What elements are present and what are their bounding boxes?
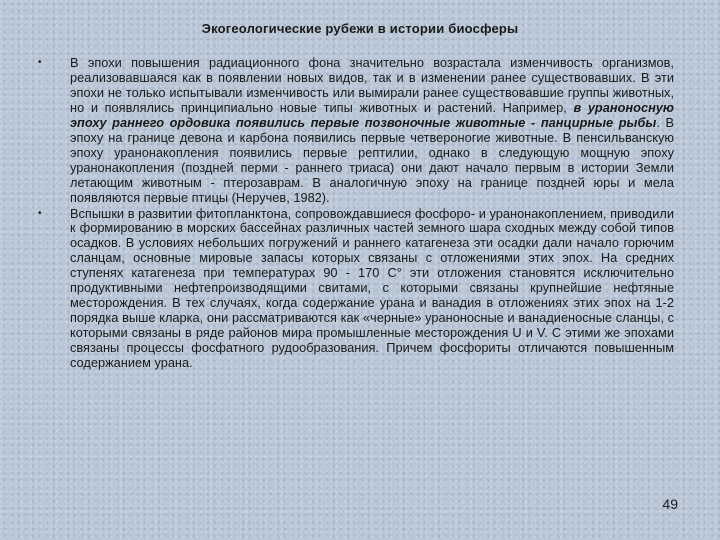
bullet-text: Вспышки в развитии фитопланктона, сопровождавшиеся фосфоро- и уранонакоплением, приводили к формированию в морских бассейнах различных частей земного шара сходных между собой типов осадков. В условиях небольших погружений и раннего катагенеза эти осадки дали начало горючим сланцам, основные мировые запасы которых связаны с отложениями этих эпох. На средних ступенях катагенеза при температурах 90 - 170 С° эти отложения становятся исключительно продуктивными нефтепроизводящими свитами, с которыми связаны крупнейшие нефтяные месторождения. В тех случаях, когда содержание урана и ванадия в отложениях этих эпох на 1-2 порядка выше кларка, они рассматриваются как «черные» ураноносные и ванадиеносные сланцы, с которыми связаны в ряде районов мира промышленные месторождения U и V. С этими же эпохами связаны процессы фосфатного рудообразования. Причем фосфориты отличаются повышенным содержанием урана. <box>70 205 674 371</box>
bullet-text-intro: В эпохи повышения радиационного фона значительно возрастала изменчивость организмов, реализовавшаяся как в появлении новых видов, так и в изменении ранее существовавших. В эти эпохи не только испытывали изменчивость или вымирали ранее существовавшие группы животных, но и появлялись принципиально новые типы животных и растений. Например, <box>70 55 674 115</box>
bullet-marker: • <box>38 207 42 219</box>
bullet-text-emphasis: в ураноносную эпоху раннего ордовика появились первые позвоночные животные - панцирные рыбы <box>70 99 674 130</box>
slide-title: Экогеологические рубежи в истории биосферы <box>201 21 519 36</box>
bullet-item-phytoplankton <box>38 207 674 371</box>
bullet-text-rest: . В эпоху на границе девона и карбона появились первые четвероногие животные. В пенсильванскую эпоху уранонакопления появились первые рептилии, однако в следующую мощную эпоху уранонакопления (поздней перми - раннего триаса) они дают начало первым в истории Земли летающим животным - птерозаврам. В аналогичную эпоху на границе поздней юры и мела появляются первые птицы (Неручев, 1982). <box>70 114 674 205</box>
bullet-item-evolution <box>38 56 674 206</box>
page-number: 49 <box>662 496 678 512</box>
bullet-list <box>38 56 674 371</box>
bullet-marker: • <box>38 57 42 68</box>
